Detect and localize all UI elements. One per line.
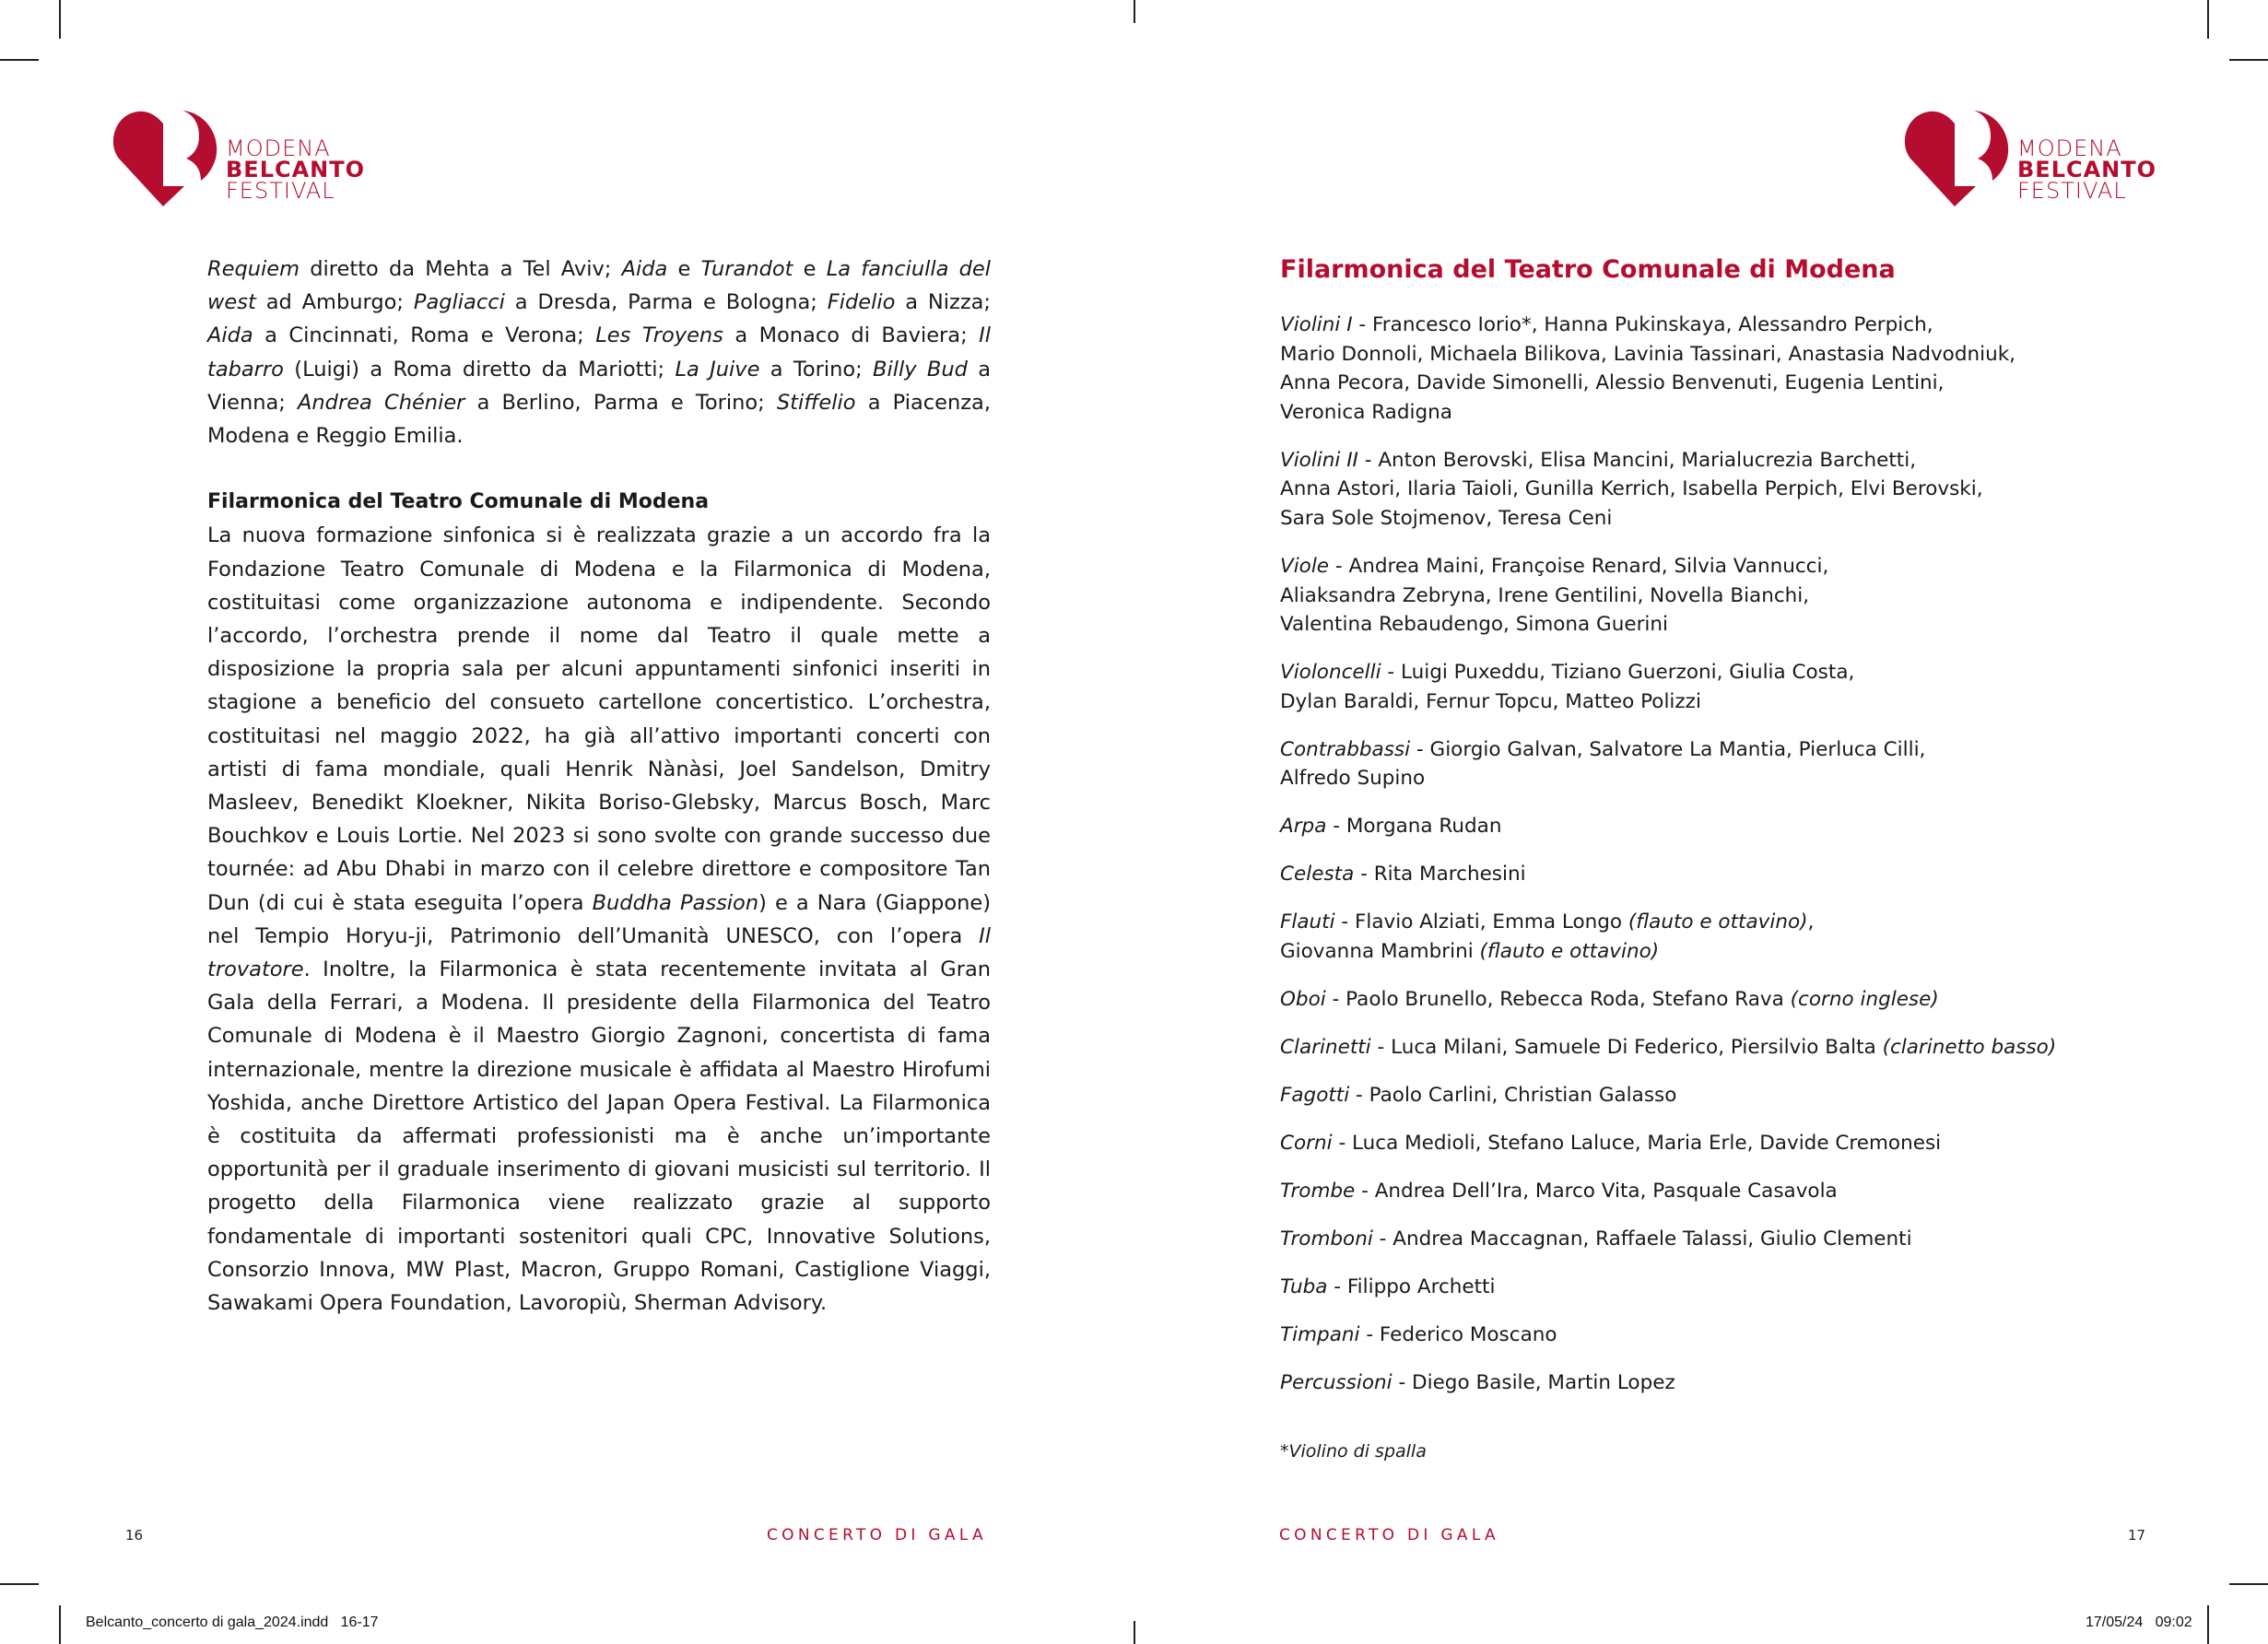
- musician-names: ,: [1807, 910, 1815, 934]
- role-note: (flauto e ottavino): [1479, 939, 1660, 963]
- musician-names: Aliaksandra Zebryna, Irene Gentilini, Novella Bianchi,: [1280, 583, 1810, 607]
- roster-section: Corni - Luca Medioli, Stefano Laluce, Maria Erle, Davide Cremonesi: [1280, 1131, 1942, 1155]
- logo-line-festival: FESTIVAL: [226, 178, 335, 204]
- page-number-right: 17: [2128, 1527, 2146, 1544]
- slug-datetime: 17/05/24 09:02: [2086, 1615, 2192, 1630]
- section-heading: Filarmonica del Teatro Comunale di Modena: [207, 490, 710, 514]
- left-page-text-column: [207, 252, 991, 1320]
- instrument-label: Violini II: [1280, 448, 1358, 472]
- footnote: *Violino di spalla: [1280, 1441, 1427, 1462]
- festival-logo-right: [1904, 111, 2162, 212]
- musician-names: Dylan Baraldi, Fernur Topcu, Matteo Polizzi: [1280, 689, 1701, 713]
- festival-logo-left: [112, 111, 370, 212]
- musician-names: Paolo Brunello, Rebecca Roda, Stefano Rava: [1346, 987, 1791, 1011]
- musician-names: Francesco Iorio*, Hanna Pukinskaya, Alessandro Perpich,: [1372, 313, 1933, 336]
- crop-mark-top-right-horizontal: [2229, 59, 2268, 61]
- instrument-label: Violini I: [1280, 313, 1353, 336]
- crop-mark-top-right-vertical: [2207, 0, 2209, 39]
- role-note: (flauto e ottavino): [1628, 910, 1808, 934]
- heart-b-logo-icon: [1904, 111, 2010, 206]
- logo-wordmark: [2017, 135, 2157, 204]
- roster-section: Celesta - Rita Marchesini: [1280, 863, 1526, 887]
- musician-names: Flavio Alziati, Emma Longo: [1354, 910, 1628, 934]
- orchestra-title: Filarmonica del Teatro Comunale di Modena: [1280, 255, 1896, 284]
- roster-section: Trombe - Andrea Dell’Ira, Marco Vita, Pasquale Casavola: [1280, 1179, 1838, 1203]
- instrument-label: Tromboni: [1280, 1227, 1373, 1251]
- musician-names: Luigi Puxeddu, Tiziano Guerzoni, Giulia Costa,: [1401, 661, 1855, 685]
- musician-names: Andrea Maini, Françoise Renard, Silvia Vannucci,: [1348, 554, 1829, 578]
- role-note: (clarinetto basso): [1882, 1035, 2057, 1059]
- musician-names: Luca Medioli, Stefano Laluce, Maria Erle, Davide Cremonesi: [1352, 1131, 1942, 1155]
- roster-section: Clarinetti - Luca Milani, Samuele Di Federico, Piersilvio Balta (clarinetto basso): [1280, 1035, 2057, 1059]
- roster-section: Flauti - Flavio Alziati, Emma Longo (flauto e ottavino), Giovanna Mambrini (flauto e ottavino): [1280, 910, 1815, 963]
- crop-mark-bottom-center: [1134, 1621, 1135, 1644]
- roster-section: Arpa - Morgana Rudan: [1280, 815, 1502, 839]
- musician-names: Paolo Carlini, Christian Galasso: [1369, 1083, 1677, 1107]
- musician-names: Federico Moscano: [1379, 1322, 1557, 1346]
- musician-names: Anton Berovski, Elisa Mancini, Marialucrezia Barchetti,: [1378, 448, 1917, 472]
- instrument-label: Corni: [1280, 1131, 1333, 1155]
- musician-names: Giorgio Galvan, Salvatore La Mantia, Pierluca Cilli,: [1429, 737, 1926, 761]
- orchestra-roster: [1280, 311, 2156, 1397]
- instrument-label: Percussioni: [1280, 1370, 1393, 1394]
- instrument-label: Violoncelli: [1280, 661, 1381, 685]
- roster-section: Viole - Andrea Maini, Françoise Renard, Silvia Vannucci, Aliaksandra Zebryna, Irene Gentilini, Novella Bianchi, Valentina Rebaudengo, Simona Guerini: [1280, 554, 1829, 637]
- musician-names: Sara Sole Stojmenov, Teresa Ceni: [1280, 506, 1613, 530]
- instrument-label: Trombe: [1280, 1179, 1356, 1203]
- roster-section: Oboi - Paolo Brunello, Rebecca Roda, Stefano Rava (corno inglese): [1280, 987, 1939, 1011]
- roster-section: Tuba - Filippo Archetti: [1280, 1274, 1496, 1298]
- roster-section: Tromboni - Andrea Maccagnan, Raffaele Talassi, Giulio Clementi: [1280, 1227, 1912, 1251]
- logo-line-festival: FESTIVAL: [2017, 178, 2127, 204]
- crop-mark-bottom-left-horizontal: [0, 1583, 39, 1585]
- instrument-label: Oboi: [1280, 987, 1326, 1011]
- roster-section: Violini II - Anton Berovski, Elisa Mancini, Marialucrezia Barchetti, Anna Astori, Ilaria Taioli, Gunilla Kerrich, Isabella Perpich, Elvi Berovski, Sara Sole Stojmenov, Teresa Ceni: [1280, 448, 1983, 530]
- musician-names: Luca Milani, Samuele Di Federico, Piersilvio Balta: [1391, 1035, 1883, 1059]
- roster-section: Timpani - Federico Moscano: [1280, 1322, 1557, 1346]
- musician-names: Veronica Radigna: [1280, 400, 1452, 424]
- instrument-label: Celesta: [1280, 863, 1355, 887]
- running-footer-right: CONCERTO DI GALA: [1279, 1526, 1499, 1544]
- musician-names: Mario Donnoli, Michaela Bilikova, Lavinia Tassinari, Anastasia Nadvodniuk,: [1280, 342, 2015, 366]
- musician-names: Rita Marchesini: [1373, 863, 1526, 887]
- page-number-left: 16: [125, 1527, 144, 1544]
- musician-names: Morgana Rudan: [1346, 815, 1502, 839]
- filarmonica-body: La nuova formazione sinfonica si è realizzata grazie a un accordo fra la Fondazione Teatro Comunale di Modena e la Filarmonica di Modena, costituitasi come organizzazione autonoma e indipendente. Secondo l’accordo, l’orchestra prende il nome dal Teatro il quale mette a disposizione la propria sala per alcuni appuntamenti sinfonici inseriti in stagione a beneficio del consueto cartellone concertistico. L’orchestra, costituitasi nel maggio 2022, ha già all’attivo importanti concerti con artisti di fama mondiale, quali Henrik Nànàsi, Joel Sandelson, Dmitry Masleev, Benedikt Kloekner, Nikita Boriso-Glebsky, Marcus Bosch, Marc Bouchkov e Louis Lortie. Nel 2023 si sono svolte con grande successo due tournée: ad Abu Dhabi in marzo con il celebre direttore e compositore Tan Dun (di cui è stata eseguita l’opera Buddha Passion) e a Nara (Giappone) nel Tempio Horyu-ji, Patrimonio dell’Umanità UNESCO, con l’opera Il trovatore. Inoltre, la Filarmonica è stata recentemente invitata al Gran Gala della Ferrari, a Modena. Il presidente della Filarmonica del Teatro Comunale di Modena è il Maestro Giorgio Zagnoni, concertista di fama internazionale, mentre la direzione musicale è affidata al Maestro Hirofumi Yoshida, anche Direttore Artistico del Japan Opera Festival. La Filarmonica è costituita da affermati professionisti ma è anche un’importante opportunità per il graduale inserimento di giovani musicisti sul territorio. Il progetto della Filarmonica viene realizzato grazie al supporto fondamentale di importanti sostenitori quali CPC, Innovative Solutions, Consorzio Innova, MW Plast, Macron, Gruppo Romani, Castiglione Viaggi, Sawakami Opera Foundation, Lavoropiù, Sherman Advisory.: [207, 523, 991, 1316]
- instrument-label: Flauti: [1280, 910, 1335, 934]
- logo-wordmark: [226, 135, 366, 204]
- instrument-label: Arpa: [1280, 815, 1327, 839]
- musician-names: Alfredo Supino: [1280, 767, 1426, 791]
- instrument-label: Tuba: [1280, 1274, 1328, 1298]
- musician-names: Giovanna Mambrini: [1280, 939, 1480, 963]
- crop-mark-top-left-horizontal: [0, 59, 39, 61]
- crop-mark-bottom-left-vertical: [59, 1605, 61, 1644]
- logo-line-belcanto: BELCANTO: [226, 157, 366, 182]
- roster-section: Violini I - Francesco Iorio*, Hanna Pukinskaya, Alessandro Perpich, Mario Donnoli, Michaela Bilikova, Lavinia Tassinari, Anastasia Nadvodniuk, Anna Pecora, Davide Simonelli, Alessio Benvenuti, Eugenia Lentini, Veronica Radigna: [1280, 313, 2015, 424]
- roster-section: Violoncelli - Luigi Puxeddu, Tiziano Guerzoni, Giulia Costa, Dylan Baraldi, Fernur Topcu, Matteo Polizzi: [1280, 661, 1855, 713]
- musician-names: Andrea Dell’Ira, Marco Vita, Pasquale Casavola: [1374, 1179, 1838, 1203]
- intro-paragraph: Requiem diretto da Mehta a Tel Aviv; Aida e Turandot e La fanciulla del west ad Amburgo; Pagliacci a Dresda, Parma e Bologna; Fidelio a Nizza; Aida a Cincinnati, Roma e Verona; Les Troyens a Monaco di Baviera; Il tabarro (Luigi) a Roma diretto da Mariotti; La Juive a Torino; Billy Bud a Vienna; Andrea Chénier a Berlino, Parma e Torino; Stiffelio a Piacenza, Modena e Reggio Emilia.: [207, 257, 991, 449]
- roster-section: Percussioni - Diego Basile, Martin Lopez: [1280, 1370, 1675, 1394]
- right-page-text-column: [1280, 253, 2156, 1462]
- instrument-label: Clarinetti: [1280, 1035, 1371, 1059]
- role-note: (corno inglese): [1790, 987, 1939, 1011]
- roster-section: Fagotti - Paolo Carlini, Christian Galasso: [1280, 1083, 1677, 1107]
- heart-b-logo-icon: [112, 111, 218, 206]
- logo-line-modena: MODENA: [226, 135, 331, 161]
- roster-section: Contrabbassi - Giorgio Galvan, Salvatore La Mantia, Pierluca Cilli, Alfredo Supino: [1280, 737, 1926, 791]
- musician-names: Filippo Archetti: [1346, 1274, 1496, 1298]
- instrument-label: Timpani: [1280, 1322, 1360, 1346]
- instrument-label: Contrabbassi: [1280, 737, 1411, 761]
- filarmonica-paragraph: [207, 486, 991, 1320]
- logo-line-belcanto: BELCANTO: [2017, 157, 2157, 182]
- instrument-label: Fagotti: [1280, 1083, 1350, 1107]
- musician-names: Diego Basile, Martin Lopez: [1412, 1370, 1675, 1394]
- musician-names: Valentina Rebaudengo, Simona Guerini: [1280, 613, 1668, 637]
- crop-mark-top-center: [1134, 0, 1135, 23]
- running-footer-left: CONCERTO DI GALA: [767, 1526, 987, 1544]
- musician-names: Anna Astori, Ilaria Taioli, Gunilla Kerrich, Isabella Perpich, Elvi Berovski,: [1280, 477, 1983, 501]
- musician-names: Anna Pecora, Davide Simonelli, Alessio Benvenuti, Eugenia Lentini,: [1280, 371, 1945, 395]
- crop-mark-top-left-vertical: [59, 0, 61, 39]
- logo-line-modena: MODENA: [2017, 135, 2122, 161]
- instrument-label: Viole: [1280, 554, 1330, 578]
- crop-mark-bottom-right-horizontal: [2229, 1583, 2268, 1585]
- crop-mark-bottom-right-vertical: [2207, 1605, 2209, 1644]
- slug-filename: Belcanto_concerto di gala_2024.indd 16-17: [86, 1615, 379, 1630]
- musician-names: Andrea Maccagnan, Raffaele Talassi, Giulio Clementi: [1393, 1227, 1912, 1251]
